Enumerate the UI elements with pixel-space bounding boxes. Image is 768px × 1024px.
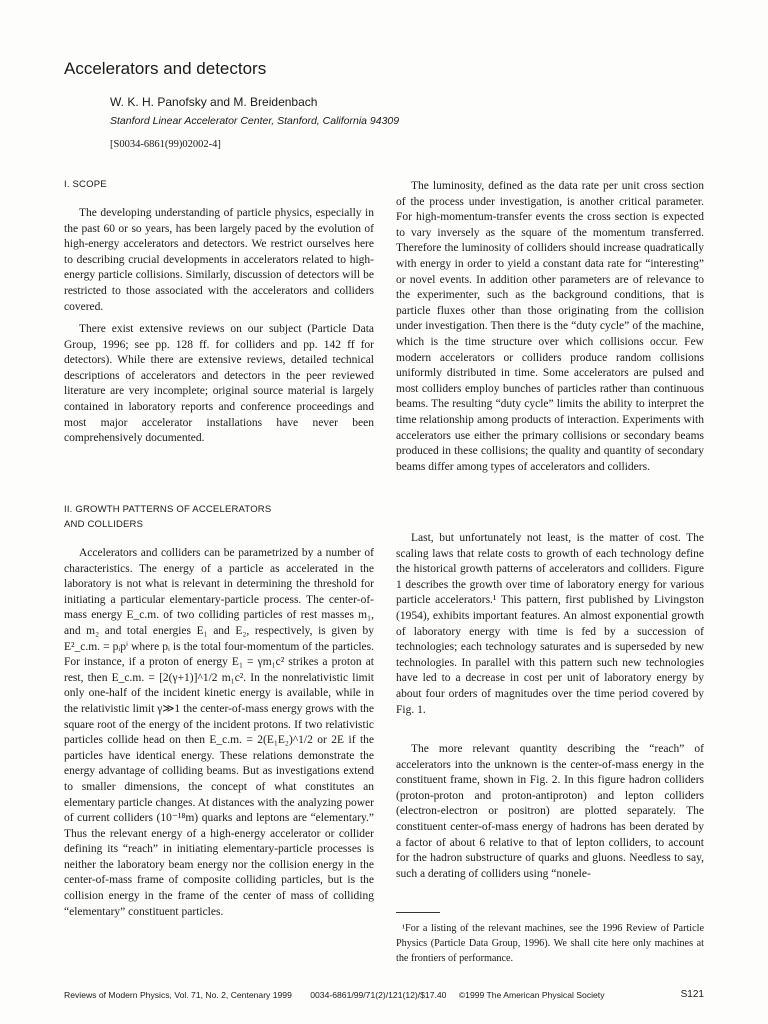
section-heading-growth-line1: II. GROWTH PATTERNS OF ACCELERATORS xyxy=(64,504,272,515)
page-footer xyxy=(64,990,704,1000)
footer-code: 0034-6861/99/71(2)/121(12)/$17.40 xyxy=(310,990,447,1000)
article-doi: [S0034-6861(99)02002-4] xyxy=(110,139,221,150)
paragraph-growth-1: Accelerators and colliders can be parametrized by a number of characteristics. The energy of a particle as accelerated in the laboratory is not what is relevant in determining the threshold for initiating a particular elementary-particle process. The center-of-mass energy E_c.m. of two colliding particles of rest masses m₁, and m₂ and total energies E₁ and E₂, respectively, is given by E²_c.m. = pᵢpⁱ where pᵢ is the total four-momentum of the particles. For instance, if a proton of energy E₁ = γm₁c² strikes a proton at rest, then E_c.m. = [2(γ+1)]^1/2 m₁c². In the nonrelativistic limit only one-half of the incident kinetic energy is available, while in the relativistic limit γ≫1 the center-of-mass energy grows with the square root of the energy of the incident protons. If two relativistic particles collide head on then E_c.m. = 2(E₁E₂)^1/2 or 2E if the particles have identical energy. These relations demonstrate the energy advantage of colliding beams. But as investigations extend to smaller dimensions, the concept of what constitutes an elementary particle changes. At distances with the analyzing power of current colliders (10⁻¹⁸m) quarks and leptons are “elementary.” Thus the relevant energy of a high-energy accelerator or collider defining its “reach” in initiating elementary-particle processes is neither the laboratory beam energy nor the collision energy in the center-of-mass frame of composite colliding particles, but is the collision energy in the frame of the center of mass of colliding “elementary” constituent particles. xyxy=(64,547,374,918)
paragraph-cost: Last, but unfortunately not least, is the matter of cost. The scaling laws that relate costs to growth of each technology define the historical growth patterns of accelerators and colliders. Figure 1 describes the growth over time of laboratory energy for various particle accelerators.¹ This pattern, first published by Livingston (1954), exhibits important features. An almost exponential growth of laboratory energy with time is fed by a succession of technologies; each technology saturates and is superseded by new technologies. In parallel with this pattern such new technologies have led to a decrease in cost per unit of laboratory energy by about four orders of magnitudes over the time period covered by Fig. 1. xyxy=(396,532,704,716)
paragraph-reach: The more relevant quantity describing the “reach” of accelerators into the unknown is the center-of-mass energy in the constituent frame, shown in Fig. 2. In this figure hadron colliders (proton-proton and proton-antiproton) and lepton colliders (electron-electron or positron) are plotted separately. The constituent center-of-mass energy of hadrons has been derated by a factor of about 6 relative to that of lepton colliders, to account for the hadron substructure of quarks and gluons. Needless to say, such a derating of colliders using “nonele- xyxy=(396,743,704,880)
section-heading-growth-line2: AND COLLIDERS xyxy=(64,519,144,530)
footnote-divider xyxy=(396,912,440,913)
paragraph-luminosity: The luminosity, defined as the data rate per unit cross section of the process under investigation, is another critical parameter. For high-momentum-transfer events the cross section is expected to vary inversely as the square of the momentum transferred. Therefore the luminosity of colliders should increase quadratically with energy in order to yield a constant data rate for “interesting” or novel events. In addition other parameters are of relevance to the experimenter, such as the background conditions, that is particle fluxes other than those originating from the collision under investigation. Then there is the “duty cycle” of the machine, which is the time structure over which collisions occur. Few modern accelerators or colliders produce random collisions uniformly distributed in time. Some accelerators are pulsed and most colliders employ bunches of particles rather than continuous beams. The resulting “duty cycle” limits the ability to interpret the time relationship among products of interaction. Experiments with accelerators use either the primary collisions or secondary beams produced in these collisions; the quality and quantity of secondary beams differ among types of accelerators and colliders. xyxy=(396,180,704,473)
author-affiliation: Stanford Linear Accelerator Center, Stanford, California 94309 xyxy=(110,115,400,127)
footnote-1: ¹For a listing of the relevant machines, see the 1996 Review of Particle Physics (Particle Data Group, 1996). We shall cite here only machines at the frontiers of performance. xyxy=(396,923,704,964)
article-title: Accelerators and detectors xyxy=(64,59,267,78)
paragraph-scope-2: There exist extensive reviews on our subject (Particle Data Group, 1996; see pp. 128 ff. for colliders and pp. 142 ff for detectors). While there are extensive reviews, detailed technical descriptions of accelerators and detectors in the peer reviewed literature are very incomplete; original source material is largely contained in laboratory reports and conference proceedings and most major accelerator installations have never been comprehensively documented. xyxy=(64,323,374,445)
page-number: S121 xyxy=(680,989,704,1000)
section-heading-growth xyxy=(64,502,374,532)
footer-copyright: ©1999 The American Physical Society xyxy=(458,990,605,1000)
footer-journal: Reviews of Modern Physics, Vol. 71, No. 2, Centenary 1999 xyxy=(64,990,292,1000)
section-heading-scope: I. SCOPE xyxy=(64,179,107,190)
article-authors: W. K. H. Panofsky and M. Breidenbach xyxy=(110,95,318,109)
paragraph-scope-1: The developing understanding of particle physics, especially in the past 60 or so years, has been largely paced by the evolution of high-energy accelerators and detectors. We restrict ourselves here to describing crucial developments in accelerators related to high-energy particle collisions. Similarly, discussion of detectors will be restricted to those associated with the accelerators and colliders covered. xyxy=(64,207,374,313)
